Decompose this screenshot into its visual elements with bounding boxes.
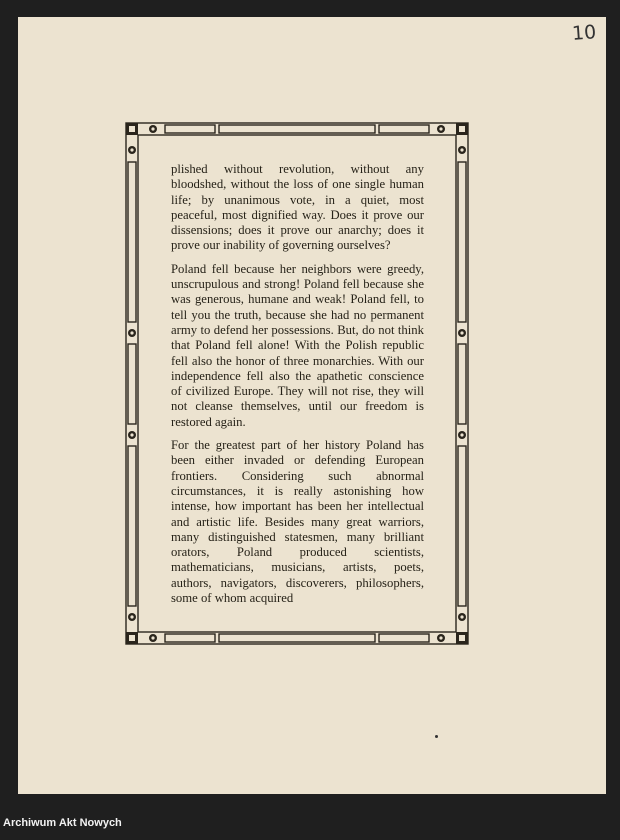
archive-name: Archiwum Akt Nowych (3, 817, 122, 829)
ink-speck (435, 735, 438, 738)
paragraph-3: For the greatest part of her history Poland has been either invaded or defending European frontiers. Considering such abnormal circumstances, it is really astonishing how intense, how important has been her intellectual and artistic life. Besides many great warriors, many distinguished statesmen, many brilliant orators, Poland produced scientists, mathematicians, musicians, artists, poets, authors, navigators, discoverers, philosophers, some of whom acquired (171, 438, 424, 606)
paragraph-2: Poland fell because her neighbors were greedy, unscrupulous and strong! Poland fell because she was generous, humane and weak! Poland fell, to tell you the truth, because she had no permanent army to defend her possessions. But, do not think that Poland fell alone! With the Polish republic fell also the honor of three monarchies. With our independence fell also the apathetic conscience of civilized Europe. They will not rise, they will not cleanse themselves, until our freedom is restored again. (171, 261, 424, 429)
page-number: 10 (571, 21, 597, 45)
article-text (171, 162, 424, 614)
paragraph-1: plished without revolution, without any bloodshed, without the loss of one single human life; by unanimous vote, in a quiet, most peaceful, most dignified way. Does it prove our dissensions; does it prove our anarchy; does it prove our inability of governing ourselves? (171, 162, 424, 253)
